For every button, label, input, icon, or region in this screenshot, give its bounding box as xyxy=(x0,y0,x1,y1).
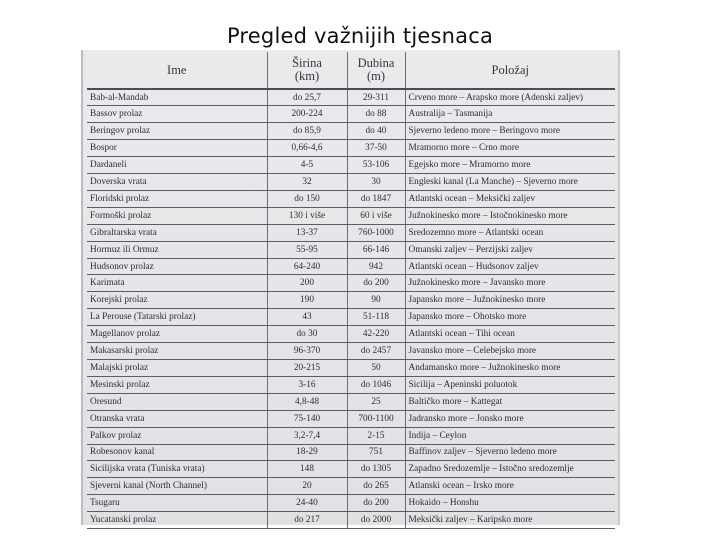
cell-width: do 25,7 xyxy=(267,89,347,106)
cell-width: do 30 xyxy=(267,326,347,343)
header-row xyxy=(87,52,615,89)
cell-location: Egejsko more – Mramorno more xyxy=(405,157,615,174)
cell-depth: 53-106 xyxy=(347,157,405,174)
cell-depth: 51-118 xyxy=(347,309,405,326)
header-name: Ime xyxy=(87,52,267,89)
table-row xyxy=(87,461,615,478)
cell-location: Atlanski ocean – Irsko more xyxy=(405,478,615,495)
table-row xyxy=(87,427,615,444)
cell-name: Otranska vrata xyxy=(87,410,267,427)
table-header xyxy=(87,52,615,89)
table-row xyxy=(87,410,615,427)
cell-location: Omanski zaljev – Perzijski zaljev xyxy=(405,241,615,258)
table-row xyxy=(87,512,615,529)
header-depth-unit: (m) xyxy=(366,69,386,83)
scanned-table-image xyxy=(81,50,620,525)
cell-location: Baffinov zaljev – Sjeverno ledeno more xyxy=(405,444,615,461)
cell-width: 20 xyxy=(267,478,347,495)
cell-width: do 85,9 xyxy=(267,123,347,140)
cell-location: Baltičko more – Kattegat xyxy=(405,393,615,410)
table-row xyxy=(87,309,615,326)
cell-depth: do 1046 xyxy=(347,376,405,393)
cell-width: 43 xyxy=(267,309,347,326)
cell-location: Javansko more – Celebejsko more xyxy=(405,343,615,360)
cell-width: 64-240 xyxy=(267,258,347,275)
cell-name: Magellanov prolaz xyxy=(87,326,267,343)
cell-name: Doverska vrata xyxy=(87,174,267,191)
cell-depth: do 1305 xyxy=(347,461,405,478)
cell-location: Atlantski ocean – Tihi ocean xyxy=(405,326,615,343)
table-row xyxy=(87,190,615,207)
cell-location: Sredozemno more – Atlantski ocean xyxy=(405,224,615,241)
cell-depth: do 200 xyxy=(347,495,405,512)
straits-table xyxy=(87,52,615,529)
cell-depth: 37-50 xyxy=(347,140,405,157)
table-body xyxy=(87,89,615,529)
cell-width: 200 xyxy=(267,275,347,292)
cell-width: 24-40 xyxy=(267,495,347,512)
table-row xyxy=(87,360,615,377)
cell-location: Australija – Tasmanija xyxy=(405,106,615,123)
table-row xyxy=(87,140,615,157)
cell-width: 0,66-4,6 xyxy=(267,140,347,157)
header-width xyxy=(267,52,347,89)
table-row xyxy=(87,89,615,106)
cell-depth: 29-311 xyxy=(347,89,405,106)
cell-name: Floridski prolaz xyxy=(87,190,267,207)
cell-width: 13-37 xyxy=(267,224,347,241)
table-row xyxy=(87,241,615,258)
cell-location: Japansko more – Ohotsko more xyxy=(405,309,615,326)
table-row xyxy=(87,123,615,140)
table-row xyxy=(87,258,615,275)
cell-name: Palkov prolaz xyxy=(87,427,267,444)
cell-width: 4,8-48 xyxy=(267,393,347,410)
cell-width: 18-29 xyxy=(267,444,347,461)
cell-width: 4-5 xyxy=(267,157,347,174)
cell-name: La Perouse (Tatarski prolaz) xyxy=(87,309,267,326)
table-row xyxy=(87,343,615,360)
table-row xyxy=(87,292,615,309)
cell-location: Hokaido – Honshu xyxy=(405,495,615,512)
table-row xyxy=(87,224,615,241)
cell-depth: do 265 xyxy=(347,478,405,495)
header-width-unit: (km) xyxy=(294,69,320,83)
cell-name: Hudsonov prolaz xyxy=(87,258,267,275)
cell-name: Yucatanski prolaz xyxy=(87,512,267,529)
cell-depth: 50 xyxy=(347,360,405,377)
cell-location: Južnokinesko more – Javansko more xyxy=(405,275,615,292)
cell-name: Beringov prolaz xyxy=(87,123,267,140)
cell-width: 190 xyxy=(267,292,347,309)
cell-name: Hormuz ili Ormuz xyxy=(87,241,267,258)
table-row xyxy=(87,106,615,123)
table-row xyxy=(87,275,615,292)
cell-depth: 942 xyxy=(347,258,405,275)
cell-location: Indija – Ceylon xyxy=(405,427,615,444)
cell-location: Crveno more – Arapsko more (Adenski zaljev) xyxy=(405,89,615,106)
cell-depth: do 200 xyxy=(347,275,405,292)
cell-location: Atlantski ocean – Meksički zaljev xyxy=(405,190,615,207)
cell-name: Korejski prolaz xyxy=(87,292,267,309)
cell-location: Sicilija – Apeninski poluotok xyxy=(405,376,615,393)
header-width-title: Širina xyxy=(292,56,322,70)
cell-depth: 60 i više xyxy=(347,207,405,224)
cell-location: Južnokinesko more – Istočnokinesko more xyxy=(405,207,615,224)
cell-location: Zapadno Sredozemlje – Istočno sredozemlje xyxy=(405,461,615,478)
cell-depth: 751 xyxy=(347,444,405,461)
cell-name: Makasarski prolaz xyxy=(87,343,267,360)
cell-location: Engleski kanal (La Manche) – Sjeverno more xyxy=(405,174,615,191)
cell-name: Gibraltarska vrata xyxy=(87,224,267,241)
header-depth xyxy=(347,52,405,89)
table-row xyxy=(87,478,615,495)
cell-depth: do 88 xyxy=(347,106,405,123)
cell-name: Oresund xyxy=(87,393,267,410)
cell-width: 130 i više xyxy=(267,207,347,224)
table-row xyxy=(87,174,615,191)
slide-title: Pregled važnijih tjesnaca xyxy=(226,24,494,48)
cell-name: Karimata xyxy=(87,275,267,292)
cell-depth: do 1847 xyxy=(347,190,405,207)
table-row xyxy=(87,444,615,461)
cell-name: Sjeverni kanal (North Channel) xyxy=(87,478,267,495)
cell-location: Mramorno more – Crno more xyxy=(405,140,615,157)
table-row xyxy=(87,376,615,393)
cell-depth: do 40 xyxy=(347,123,405,140)
cell-location: Andamansko more – Južnokinesko more xyxy=(405,360,615,377)
cell-name: Tsugaru xyxy=(87,495,267,512)
cell-location: Meksički zaljev – Karipsko more xyxy=(405,512,615,529)
cell-width: 20-215 xyxy=(267,360,347,377)
cell-depth: 700-1100 xyxy=(347,410,405,427)
cell-name: Formoški prolaz xyxy=(87,207,267,224)
table-row xyxy=(87,157,615,174)
cell-depth: 30 xyxy=(347,174,405,191)
cell-width: 3,2-7,4 xyxy=(267,427,347,444)
cell-width: 148 xyxy=(267,461,347,478)
cell-depth: 42-220 xyxy=(347,326,405,343)
cell-location: Atlantski ocean – Hudsonov zaljev xyxy=(405,258,615,275)
cell-width: 3-16 xyxy=(267,376,347,393)
cell-width: 200-224 xyxy=(267,106,347,123)
cell-name: Bospor xyxy=(87,140,267,157)
cell-name: Malajski prolaz xyxy=(87,360,267,377)
cell-width: 75-140 xyxy=(267,410,347,427)
header-location: Položaj xyxy=(405,52,615,89)
table-row xyxy=(87,495,615,512)
cell-name: Sicilijska vrata (Tuniska vrata) xyxy=(87,461,267,478)
cell-depth: 66-146 xyxy=(347,241,405,258)
cell-depth: do 2000 xyxy=(347,512,405,529)
cell-width: 55-95 xyxy=(267,241,347,258)
cell-depth: 25 xyxy=(347,393,405,410)
table-row xyxy=(87,207,615,224)
cell-name: Mesinski prolaz xyxy=(87,376,267,393)
cell-depth: 760-1000 xyxy=(347,224,405,241)
cell-name: Bassov prolaz xyxy=(87,106,267,123)
cell-width: 96-370 xyxy=(267,343,347,360)
table-row xyxy=(87,393,615,410)
table-row xyxy=(87,326,615,343)
cell-width: do 150 xyxy=(267,190,347,207)
cell-width: 32 xyxy=(267,174,347,191)
cell-location: Sjeverno ledeno more – Beringovo more xyxy=(405,123,615,140)
cell-depth: do 2457 xyxy=(347,343,405,360)
cell-depth: 90 xyxy=(347,292,405,309)
cell-location: Jadransko more – Jonsko more xyxy=(405,410,615,427)
cell-depth: 2-15 xyxy=(347,427,405,444)
cell-name: Dardaneli xyxy=(87,157,267,174)
header-depth-title: Dubina xyxy=(357,56,395,70)
cell-width: do 217 xyxy=(267,512,347,529)
cell-name: Robesonov kanal xyxy=(87,444,267,461)
cell-location: Japansko more – Južnokinesko more xyxy=(405,292,615,309)
cell-name: Bab-al-Mandab xyxy=(87,89,267,106)
